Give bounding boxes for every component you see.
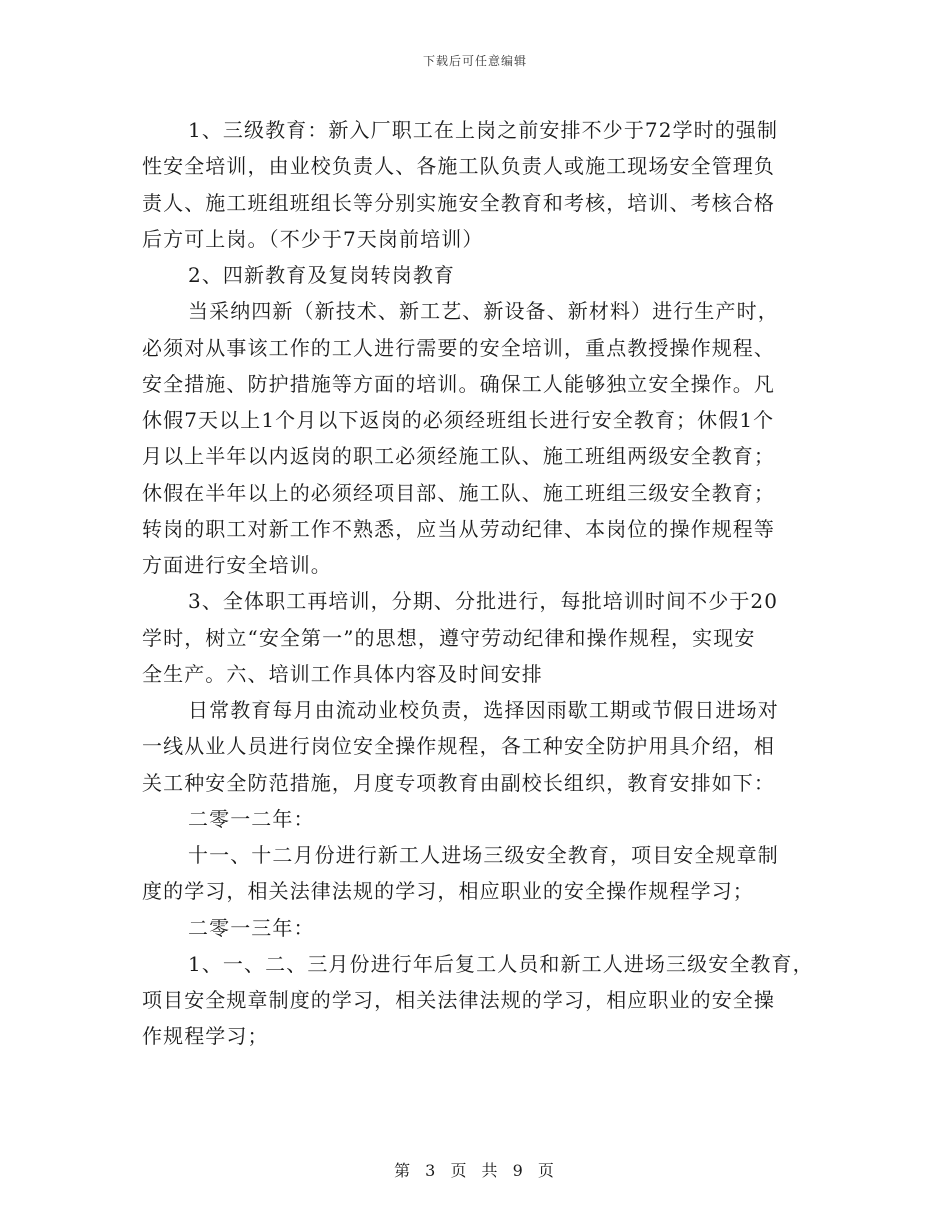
text-line: 后方可上岗。（不少于7天岗前培训） — [142, 226, 484, 251]
text-line: 作规程学习； — [142, 1024, 269, 1049]
text-line: 二零一三年： — [188, 915, 315, 940]
text-line: 全生产。六、培训工作具体内容及时间安排 — [142, 661, 543, 686]
text-line: 2、四新教育及复岗转岗教育 — [188, 263, 456, 287]
text-line: 学时，树立“安全第一”的思想，遵守劳动纪律和操作规程，实现安 — [142, 625, 756, 650]
text-line: 月以上半年以内返岗的职工必须经施工队、施工班组两级安全教育； — [142, 444, 775, 469]
text-line: 当采纳四新（新技术、新工艺、新设备、新材料）进行生产时， — [188, 299, 779, 324]
text-line: 1、三级教育：新入厂职工在上岗之前安排不少于72学时的强制 — [188, 118, 779, 142]
text-line: 安全措施、防护措施等方面的培训。确保工人能够独立安全操作。凡 — [142, 371, 775, 396]
text-line: 方面进行安全培训。 — [142, 553, 332, 577]
text-line: 1、一、二、三月份进行年后复工人员和新工人进场三级安全教育， — [188, 951, 814, 976]
text-line: 项目安全规章制度的学习，相关法律法规的学习，相应职业的安全操 — [142, 988, 775, 1012]
document-body — [142, 112, 822, 1055]
text-line: 转岗的职工对新工作不熟悉，应当从劳动纪律、本岗位的操作规程等 — [142, 516, 775, 541]
text-line: 休假7天以上1个月以下返岗的必须经班组长进行安全教育；休假1个 — [142, 408, 775, 432]
text-line: 一线从业人员进行岗位安全操作规程，各工种安全防护用具介绍，相 — [142, 734, 775, 759]
text-line: 必须对从事该工作的工人进行需要的安全培训，重点教授操作规程、 — [142, 335, 775, 360]
page-header: 下载后可任意编辑 — [422, 54, 527, 68]
text-line: 休假在半年以上的必须经项目部、施工队、施工班组三级安全教育； — [142, 480, 775, 505]
text-line: 关工种安全防范措施，月度专项教育由副校长组织，教育安排如下： — [142, 770, 775, 795]
text-line: 日常教育每月由流动业校负责，选择因雨歇工期或节假日进场对 — [188, 698, 779, 722]
text-line: 二零一二年： — [188, 806, 315, 831]
page-footer: 第 3 页 共 9 页 — [394, 1161, 556, 1180]
text-line: 性安全培训，由业校负责人、各施工队负责人或施工现场安全管理负 — [142, 154, 775, 179]
text-line: 3、全体职工再培训，分期、分批进行，每批培训时间不少于20 — [188, 589, 779, 614]
text-line: 度的学习，相关法律法规的学习，相应职业的安全操作规程学习； — [142, 879, 754, 904]
text-line: 十一、十二月份进行新工人进场三级安全教育，项目安全规章制 — [188, 843, 779, 867]
text-line: 责人、施工班组班组长等分别实施安全教育和考核，培训、考核合格 — [142, 190, 775, 215]
